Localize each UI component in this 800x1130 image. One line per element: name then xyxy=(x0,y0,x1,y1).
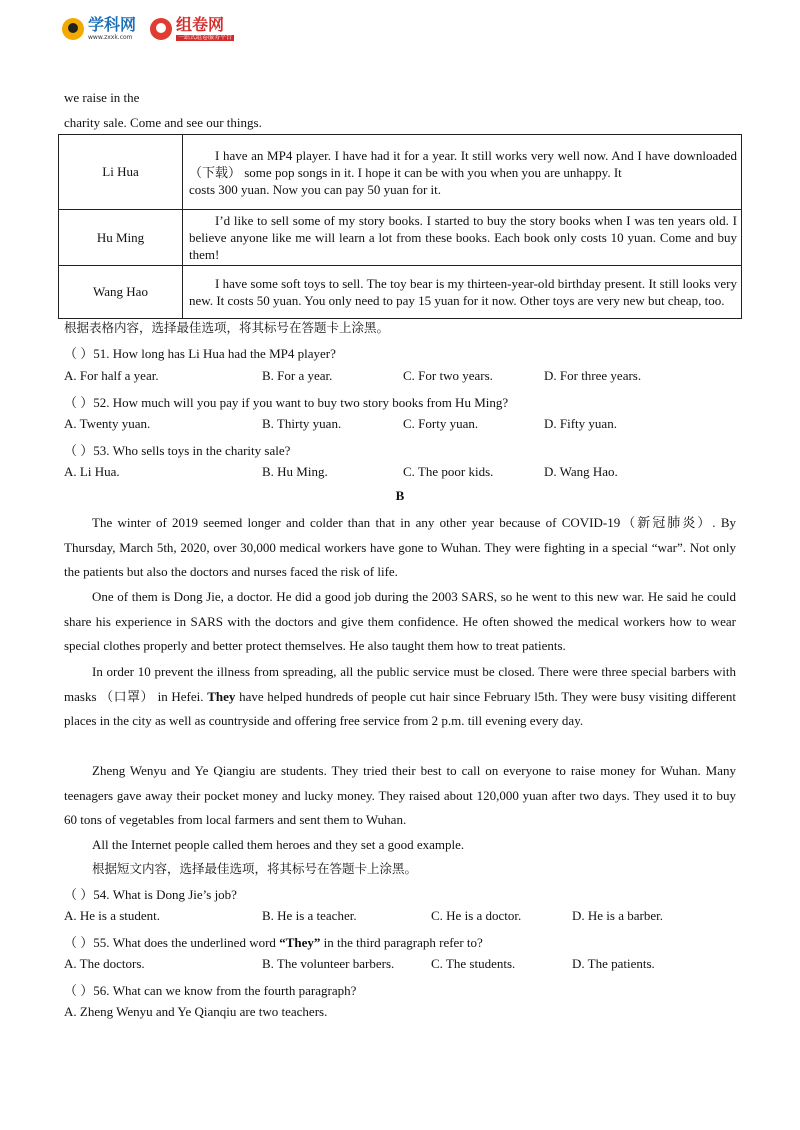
option-51-c: C. For two years. xyxy=(403,368,493,383)
option-55-a: A. The doctors. xyxy=(64,956,145,971)
zujuan-logo xyxy=(150,17,234,41)
question-stem-56: （ ）56. What can we know from the fourth paragraph? xyxy=(64,983,357,998)
passage-paragraph-2: One of them is Dong Jie, a doctor. He did a good job during the 2003 SARS, so he went to this new war. He said he could share his experience in SARS with the doctors and give them confidence. He often showed the medical workers how to wear special clothes properly and better protect themselves. He also taught them how to treat patients. xyxy=(64,589,736,654)
seller-description: I’d like to sell some of my story books. I started to buy the story books when I was ten years old. I believe anyone like me will learn a lot from these books. Each book only costs 10 yuan. Come and buy them! xyxy=(183,210,742,266)
section-a-instruction: 根据表格内容，选择最佳选项，将其标号在答题卡上涂黑。 xyxy=(64,320,390,335)
question-stem-53: （ ）53. Who sells toys in the charity sale? xyxy=(64,443,291,458)
zxxk-logo-icon xyxy=(62,18,84,40)
option-52-c: C. Forty yuan. xyxy=(403,416,479,431)
option-53-c: C. The poor kids. xyxy=(403,464,494,479)
option-56-a: A. Zheng Wenyu and Ye Qianqiu are two teachers. xyxy=(64,1004,328,1019)
table-row xyxy=(59,135,742,210)
seller-name: Wang Hao xyxy=(59,266,183,319)
intro-line-1: we raise in the xyxy=(64,90,140,105)
table-row xyxy=(59,266,742,319)
seller-name: Li Hua xyxy=(59,135,183,210)
seller-description: I have some soft toys to sell. The toy bear is my thirteen-year-old birthday present. It still looks very new. It costs 50 yuan. You only need to pay 15 yuan for it now. Other toys are very new but cheap, too. xyxy=(183,266,742,319)
option-53-a: A. Li Hua. xyxy=(64,464,120,479)
table-row xyxy=(59,210,742,266)
option-52-d: D. Fifty yuan. xyxy=(544,416,617,431)
zujuan-logo-sub: 一站式组卷服务平台 xyxy=(178,34,233,41)
charity-sale-table xyxy=(58,134,742,319)
header-logos xyxy=(62,12,234,46)
option-54-d: D. He is a barber. xyxy=(572,908,663,923)
zujuan-logo-icon xyxy=(150,18,172,40)
underlined-word-they: They xyxy=(207,688,236,704)
passage-paragraph-1: The winter of 2019 seemed longer and colder than that in any other year because of COVID-19（新冠肺炎）. By Thursday, March 5th, 2020, over 30,000 medical workers have gone to Wuhan. They were fighting in a special “war”. Not only the patients but also the doctors and nurses faced the risk of life. xyxy=(64,515,736,580)
zxxk-logo xyxy=(62,17,136,41)
question-stem-55: （ ）55. What does the underlined word “They” in the third paragraph refer to? xyxy=(64,935,483,950)
section-b-heading: B xyxy=(395,488,405,503)
option-54-b: B. He is a teacher. xyxy=(262,908,357,923)
option-53-b: B. Hu Ming. xyxy=(262,464,328,479)
option-54-c: C. He is a doctor. xyxy=(431,908,522,923)
section-b-instruction: 根据短文内容，选择最佳选项，将其标号在答题卡上涂黑。 xyxy=(92,861,418,876)
option-55-b: B. The volunteer barbers. xyxy=(262,956,395,971)
option-52-b: B. Thirty yuan. xyxy=(262,416,342,431)
question-stem-54: （ ）54. What is Dong Jie’s job? xyxy=(64,887,237,902)
option-54-a: A. He is a student. xyxy=(64,908,161,923)
zxxk-logo-url: www.zxxk.com xyxy=(88,34,133,41)
option-52-a: A. Twenty yuan. xyxy=(64,416,151,431)
zujuan-logo-text: 组卷网 xyxy=(176,15,225,34)
option-51-a: A. For half a year. xyxy=(64,368,159,383)
option-55-d: D. The patients. xyxy=(572,956,655,971)
seller-description: I have an MP4 player. I have had it for a year. It still works very well now. And I have downloaded （下载） some pop songs in it. I hope it can be with you when you are unhappy. It costs 300 yuan. Now you can pay 50 yuan for it. xyxy=(183,135,742,210)
intro-line-2: charity sale. Come and see our things. xyxy=(64,115,262,130)
passage-paragraph-4: Zheng Wenyu and Ye Qiangiu are students. They tried their best to call on everyone to raise money for Wuhan. Many teenagers gave away their pocket money and lucky money. They raised about 120,000 yuan after two days. They used it to buy 60 tons of vegetables from local farmers and sent them to Wuhan. xyxy=(64,763,736,828)
question-stem-51: （ ）51. How long has Li Hua had the MP4 player? xyxy=(64,346,336,361)
option-55-c: C. The students. xyxy=(431,956,516,971)
passage-paragraph-3: In order 10 prevent the illness from spreading, all the public service must be closed. There were three special barbers with masks （口罩） in Hefei. They have helped hundreds of people cut hair since February l5th. They were busy visiting different places in the city as well as countryside and offering free service from 2 p.m. till evening every day. xyxy=(64,664,737,729)
option-51-d: D. For three years. xyxy=(544,368,642,383)
zxxk-logo-text: 学科网 xyxy=(88,15,137,34)
seller-name: Hu Ming xyxy=(59,210,183,266)
passage-paragraph-5: All the Internet people called them heroes and they set a good example. xyxy=(92,837,465,852)
question-stem-52: （ ）52. How much will you pay if you want to buy two story books from Hu Ming? xyxy=(64,395,509,410)
option-53-d: D. Wang Hao. xyxy=(544,464,618,479)
option-51-b: B. For a year. xyxy=(262,368,333,383)
